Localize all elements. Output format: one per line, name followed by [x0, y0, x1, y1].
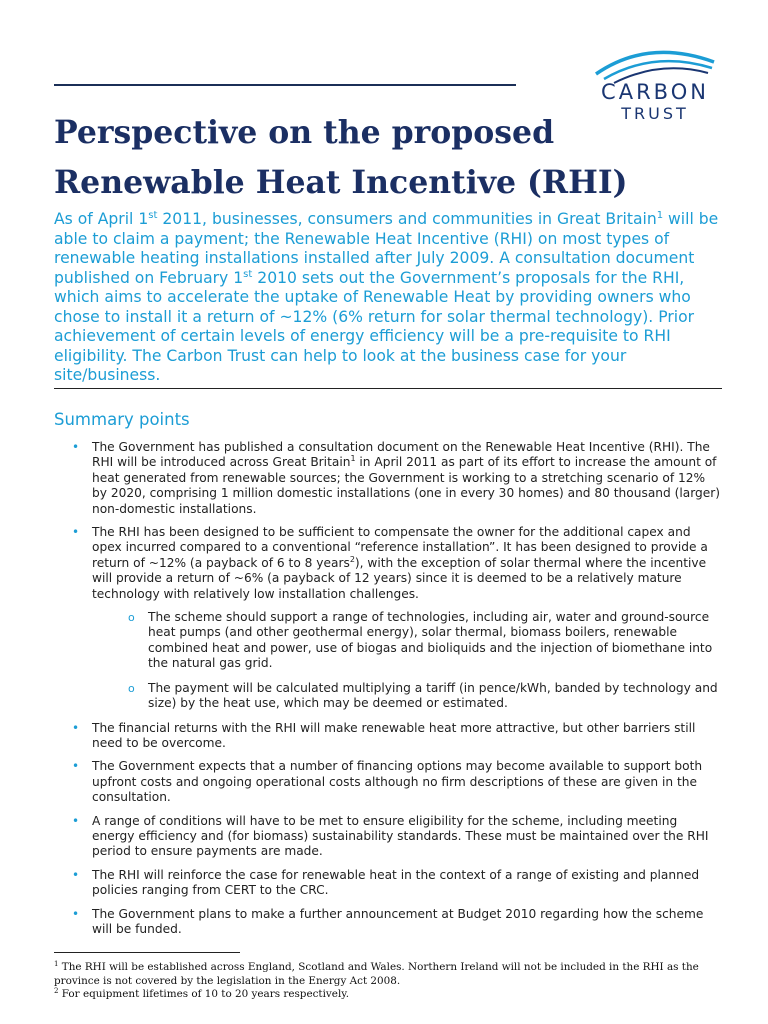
- intro-paragraph: As of April 1st 2011, businesses, consumers and communities in Great Britain$^1$ will be able to claim a payment; the Renewable Heat Incentive (RHI) on most types of renewable heating installations installed after July 2009. A consultation document published on February 1st 2010 sets out the Government’s proposals for the RHI, which aims to accelerate the uptake of Renewable Heat by providing owners who chose to install it a return of ~12% (6% return for solar thermal technology). Prior achievement of certain levels of energy efficiency will be a pre-requisite to RHI eligibility. The Carbon Trust can help to look at the business case for your site/business.: [54, 210, 722, 389]
- footnote-1: $^1$ The RHI will be established across England, Scotland and Wales. Northern Ireland will not be included in the RHI as the province is not covered by the legislation in the Energy Act 2008.: [54, 960, 699, 987]
- list-item: • The Government expects that a number of financing options may become available to support both upfront costs and ongoing operational costs although no firm descriptions of these are given in the consultation.: [72, 759, 703, 805]
- list-item: • The Government plans to make a further announcement at Budget 2010 regarding how the scheme will be funded.: [72, 906, 704, 936]
- bullet-icon: •: [72, 759, 80, 774]
- bullet-icon: •: [72, 813, 80, 828]
- summary-list: [54, 440, 722, 945]
- footnote-separator: [54, 952, 240, 953]
- logo-swoosh-icon: [588, 44, 722, 84]
- list-item: • The RHI has been designed to be sufficient to compensate the owner for the additional capex and opex incurred compared to a conventional “reference installation”. It has been designed to provide a return of ~12% (a payback of 6 to 8 years$^2$), with the exception of solar thermal where the incentive will provide a return of ~6% (a payback of 12 years) since it is deemed to be a relatively mature technology with relatively low installation challenges. o The scheme should support a range of technologies, including air, water and ground-source heat pumps (and other geothermal energy), solar thermal, biomass boilers, renewable combined heat and power, use of biogas and bioliquids and the injection of biomethane into the natural gas grid. o The payment will be calculated multiplying a tariff (in pence/kWh, banded by technology and size) by the heat use, which may be deemed or estimated.: [54, 525, 722, 711]
- sub-bullet-icon: o: [128, 681, 135, 695]
- sub-list: [92, 610, 722, 711]
- bullet-icon: •: [72, 720, 80, 735]
- list-item: • A range of conditions will have to be met to ensure eligibility for the scheme, including meeting energy efficiency and (for biomass) sustainability standards. These must be maintained over the RHI period to ensure payments are made.: [72, 813, 709, 859]
- bullet-icon: •: [72, 867, 80, 882]
- list-item: • The Government has published a consultation document on the Renewable Heat Incentive (RHI). The RHI will be introduced across Great Britain$^1$ in April 2011 as part of its effort to increase the amount of heat generated from renewable sources; the Government is working to a stretching scenario of 12% by 2020, comprising 1 million domestic installations (one in every 30 homes) and 80 thousand (larger) non-domestic installations.: [72, 440, 721, 516]
- sub-list-item: o The scheme should support a range of technologies, including air, water and ground-source heat pumps (and other geothermal energy), solar thermal, biomass boilers, renewable combined heat and power, use of biogas and bioliquids and the injection of biomethane into the natural gas grid.: [128, 610, 713, 671]
- footnote-ref: 2: [349, 554, 355, 564]
- footnotes: [54, 961, 722, 1002]
- list-item: • The RHI will reinforce the case for renewable heat in the context of a range of existing and planned policies ranging from CERT to the CRC.: [72, 867, 700, 898]
- sub-bullet-icon: o: [128, 611, 135, 625]
- footnote-2: $^2$ For equipment lifetimes of 10 to 20 years respectively.: [54, 987, 350, 1001]
- bullet-icon: •: [72, 525, 80, 540]
- summary-heading: Summary points: [54, 410, 190, 429]
- logo-text-carbon: CARBON: [601, 80, 709, 104]
- list-item: • The financial returns with the RHI will make renewable heat more attractive, but other barriers still need to be overcome.: [72, 720, 696, 750]
- logo-text-trust: TRUST: [621, 104, 689, 123]
- page-title: Perspective on the proposed Renewable Heat Incentive (RHI): [54, 114, 628, 201]
- sub-list-item: o The payment will be calculated multiplying a tariff (in pence/kWh, banded by technology and size) by the heat use, which may be deemed or estimated.: [128, 680, 718, 711]
- bullet-icon: •: [72, 906, 80, 921]
- bullet-icon: •: [72, 440, 80, 454]
- header-rule: [54, 84, 516, 86]
- footnote-ref: 1: [350, 454, 356, 464]
